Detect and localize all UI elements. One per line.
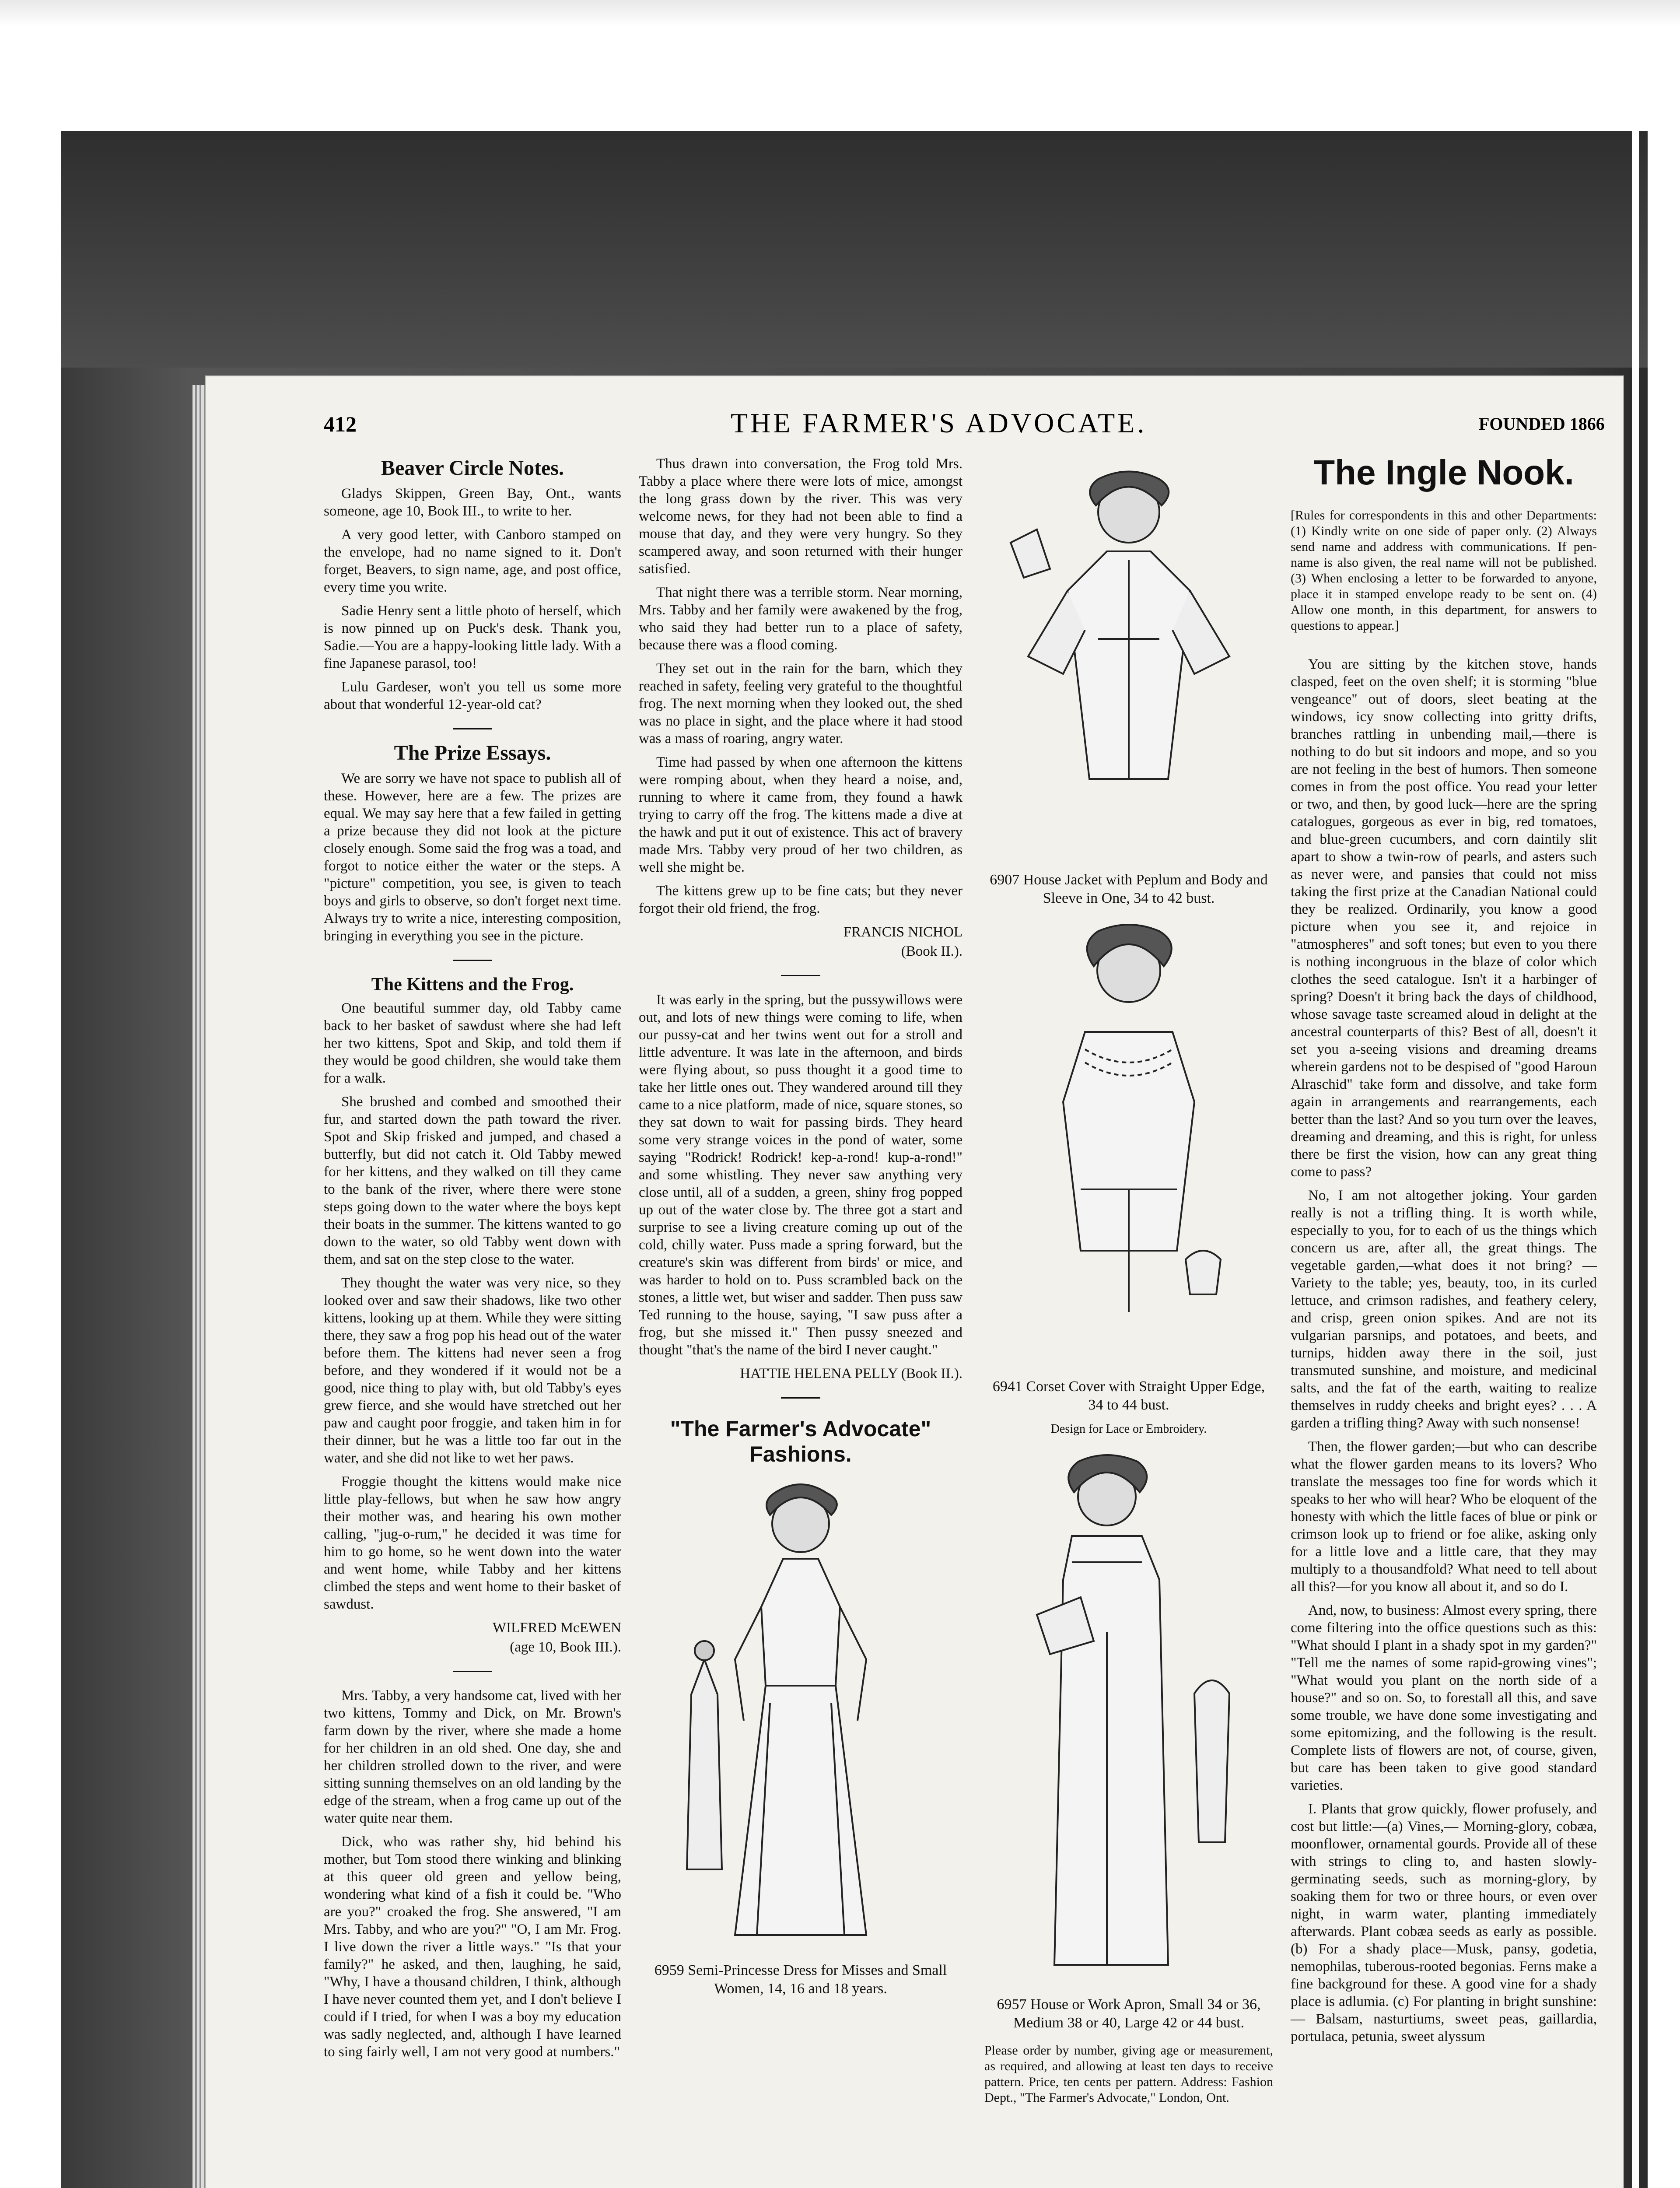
paragraph: I. Plants that grow quickly, flower profusely, and cost but little:—(a) Vines,— Morning-glory, cobæa, moonflower, ornamental gourds. Provide all of these with strings to cling to, and hasten slowly-germinating seeds, such as morning-glory, by soaking them for two or three hours, or even over night, in warm water, planting immediately afterwards. Plant cobæa seeds as early as possible. (b) For a shady place—Musk, pansy, godetia, nemophilas, tuberous-rooted begonias. Ferns make a fine background for these. A good vine for a shady place is adlumia. (c) For planting in bright sunshine:— Balsam, nasturtiums, sweet peas, gaillardia, portulaca, petunia, sweet alyssum <box>1291 1801 1597 2044</box>
corset-cover-illustration <box>984 918 1273 1373</box>
paragraph: They thought the water was very nice, so they looked over and saw their shadows, like two other kittens, looking up at them. While they were sitting there, they saw a frog pop his head out of the water before them. The kittens had never seen a frog before, and they wondered if it would not be a good, nice thing to play with, but old Tabby's eyes grew fierce, and she would have stretched out her paw and caught poor froggie, and taken him in for their dinner, but he was a little too far out in the water, and she did not like to wet her paws. <box>324 1275 621 1466</box>
fashion-caption: 6959 Semi-Princesse Dress for Misses and Small Women, 14, 16 and 18 years. <box>654 1962 947 1997</box>
fashions-heading: "The Farmer's Advocate" Fashions. <box>670 1417 931 1466</box>
running-head <box>206 376 1623 438</box>
house-jacket-illustration <box>984 464 1273 866</box>
paragraph: Time had passed by when one afternoon the kittens were romping about, when they heard a noise, and, running to where it came from, they found a hawk trying to carry off the frog. The kittens made a dive at the hawk and put it out of existence. This act of bravery made Mrs. Tabby very proud of her two children, as well she might be. <box>639 754 962 875</box>
column-1 <box>324 455 621 2067</box>
paragraph: You are sitting by the kitchen stove, hands clasped, feet on the oven shelf; it is storming "blue vengeance" out of doors, sleet beating at the windows, icy snow collecting into gritty drifts, branches rattling in unbending mail,—there is nothing to do but sit indoors and mope, and so you are not feeling in the best of humors. Then someone comes in from the post office. You read your letter or two, and then, by good luck—here are the spring catalogues, gorgeous as ever in big, red tomatoes, and blue-green cucumbers, and corn daintily slit apart to show a twin-row of pearls, and asters such as never were, and pansies that could not miss taking the first prize at the Canadian National could they be realized. Ordinarily, you know a good picture when you see it, and rejoice in "atmospheres" and soft tones; but even to you there is nothing incongruous in the blaze of color which clothes the seed catalogue. Isn't it a harbinger of spring? Doesn't it bring back the days of childhood, whose savage taste screamed aloud in delight at the ancestral counterparts of this? Best of all, doesn't it set you a-seeing visions and dreaming dreams wherein gardens not to be despised of "good Haroun Alraschid" take form and dissolve, and take form again in arrangements and rearrangements, each better than the last? And so you turn over the leaves, dreaming and dreaming, and this is right, for unless there be first the vision, how can any great thing come to pass? <box>1291 656 1597 1180</box>
paragraph: A very good letter, with Canboro stamped on the envelope, had no name signed to it. Don't forget, Beavers, to sign name, age, and post office, every time you write. <box>324 527 621 595</box>
kittens-heading: The Kittens and the Frog. <box>371 975 574 995</box>
paragraph: Froggie thought the kittens would make nice little play-fellows, but when he saw how angry their mother was, and hearing his own mother calling, "jug-o-rum," he decided it was time for him to go home, so he went down into the water and went home, while Tabby and her kittens climbed the steps and went home to their basket of sawdust. <box>324 1474 621 1612</box>
essay-signature: WILFRED McEWEN <box>492 1620 621 1636</box>
paragraph: That night there was a terrible storm. Near morning, Mrs. Tabby and her family were awakened by the frog, who said they had better run to a place of safety, because there was a flood coming. <box>639 585 962 653</box>
paragraph: Gladys Skippen, Green Bay, Ont., wants someone, age 10, Book III., to write to her. <box>324 486 621 519</box>
paragraph: It was early in the spring, but the pussywillows were out, and lots of new things were coming to life, when our pussy-cat and her twins went out for a stroll and little adventure. It was late in the afternoon, and birds were flying about, so puss thought it a good time to take her little ones out. They wandered around till they came to a nice platform, made of nice, square stones, so they sat down to wait for passing birds. They heard some very strange voices in the pond of water, some saying "Rodrick! Rodrick! kep-a-rond! kup-a-rond!" and some whistling. They never saw anything very close until, all of a sudden, a green, shiny frog popped up out of the water close by. The three got a start and surprise to see a living creature coming up out of the cold, chilly water. Puss made a spring forward, but the creature's skin was different from birds' or mice, and was harder to hold on to. Puss scrambled back on the stones, a little wet, but wiser and sadder. Then puss saw Ted running to the house, saying, "I saw puss after a frog, but she missed it." Then pussy sneezed and thought "that's the name of the bird I never caught." <box>639 992 962 1358</box>
paragraph: Sadie Henry sent a little photo of herself, which is now pinned up on Puck's desk. Thank you, Sadie.—You are a happy-looking little lady. With a fine Japanese parasol, too! <box>324 603 621 671</box>
paragraph: Mrs. Tabby, a very handsome cat, lived with her two kittens, Tommy and Dick, on Mr. Brown's farm down by the river, where she made a home for her children in an old shed. One day, she and her children strolled down to the river, and were sitting sunning themselves on an old landing by the edge of the stream, when a frog came up out of the water quite near them. <box>324 1688 621 1826</box>
ingle-nook-heading: The Ingle Nook. <box>1313 453 1574 492</box>
paragraph: They set out in the rain for the barn, which they reached in safety, feeling very grateful to the thoughtful frog. The next morning when they looked out, the shed was no place in sight, and the place where it had stood was a mass of roaring, angry water. <box>639 661 962 747</box>
house-jacket-drawing <box>984 464 1273 866</box>
paragraph: She brushed and combed and smoothed their fur, and started down the path toward the river. Spot and Skip frisked and jumped, and chased a butterfly, but did not catch it. Old Tabby mewed for her kittens, and they walked on till they came to the bank of the river, where there were stone steps going down to the water where the boys kept their boats in the summer. The kittens wanted to go down to the water, so old Tabby went down with them, and sat on the step close to the water. <box>324 1094 621 1267</box>
column-3 <box>984 455 1273 2106</box>
essay-signature: FRANCIS NICHOL <box>843 924 962 940</box>
essay-signature: HATTIE HELENA PELLY (Book II.). <box>740 1366 962 1382</box>
corset-cover-drawing <box>984 918 1273 1373</box>
paragraph: Lulu Gardeser, won't you tell us some more about that wonderful 12-year-old cat? <box>324 679 621 712</box>
correspondent-rules: [Rules for correspondents in this and other Departments: (1) Kindly write on one side of paper only. (2) Always send name and address with communications. If pen-name is also given, the real name will not be published. (3) When enclosing a letter to be forwarded to anyone, place it in stamped envelope ready to be sent on. (4) Allow one month, in this department, for answers to questions to appear.] <box>1291 508 1597 633</box>
paragraph: And, now, to business: Almost every spring, there come filtering into the office questions such as this: "What should I plant in a shady spot in my garden?" "Tell me the names of some rapid-growing vines"; "What would you plant on the north side of a house?" and so on. So, to forestall all this, and save some trouble, we have done some investigating and some epitomizing, and the following is the result. Complete lists of flowers are not, of course, given, but care has been taken to give good standard varieties. <box>1291 1602 1597 1793</box>
essay-signature-note: (Book II.). <box>901 943 962 959</box>
divider <box>453 728 492 729</box>
founded-note: FOUNDED 1866 <box>1479 414 1605 434</box>
paragraph: Then, the flower garden;—but who can describe what the flower garden means to its lovers? Who translate the messages too fine for words which it speaks to her who will hear? Who be eloquent of the honesty with which the little faces of blue or pink or crimson look up to friend or foe alike, asking only for a little love and a little care, that they may multiply to a thousandfold? What need to tell about all this?—for you know all about it, and so do I. <box>1291 1439 1597 1595</box>
column-2 <box>639 455 962 2009</box>
order-note: Please order by number, giving age or measurement, as required, and allowing at least ten days to receive pattern. Price, ten cents per pattern. Address: Fashion Dept., "The Farmer's Advocate," London, Ont. <box>984 2043 1273 2105</box>
newspaper-page <box>206 376 1623 2188</box>
beaver-circle-heading: Beaver Circle Notes. <box>381 456 564 480</box>
paragraph: The kittens grew up to be fine cats; but they never forgot their old friend, the frog. <box>639 883 962 916</box>
prize-essays-heading: The Prize Essays. <box>394 741 551 764</box>
paragraph: We are sorry we have not space to publish all of these. However, here are a few. The prizes are equal. We may say here that a few failed in getting a prize because they did not look at the picture closely enough. Some said the frog was a toad, and forgot to notice either the water or the steps. A "picture" competition, you see, is given to teach boys and girls to observe, so don't forget next time. Always try to write a nice, interesting composition, bringing in everything you see in the picture. <box>324 771 621 944</box>
scanner-edge <box>0 0 1680 26</box>
dress-drawing <box>639 1476 962 1957</box>
shadow-strip <box>61 131 1649 368</box>
fashion-caption: 6907 House Jacket with Peplum and Body and Sleeve in One, 34 to 42 bust. <box>990 872 1268 906</box>
paragraph: No, I am not altogether joking. Your garden really is not a trifling thing. It is worth while, especially to you, for to each of us the things which concern us are, after all, the great things. The vegetable garden,—what does it not bring? —Variety to the table; yes, beauty, too, in its curled lettuce, and crimson radishes, and feathery celery, and crisp, green onion spikes. And are not its vulgarian parsnips, and potatoes, and beets, and turnips, hidden away there in the soil, just transmuted sunshine, and moisture, and medicinal salts, and the fat of the earth, waiting to realize themselves in ruddy cheeks and bright eyes? . . . A garden a trifling thing? Away with such nonsense! <box>1291 1188 1597 1431</box>
divider <box>781 975 820 976</box>
divider <box>453 1671 492 1672</box>
divider <box>781 1397 820 1399</box>
fashion-caption: 6941 Corset Cover with Straight Upper Edge, 34 to 44 bust. <box>992 1378 1265 1413</box>
column-4 <box>1291 455 1597 2051</box>
apron-illustration <box>984 1448 1273 1991</box>
paragraph: Thus drawn into conversation, the Frog told Mrs. Tabby a place where there were lots of mice, amongst the long grass down by the river. This was very welcome news, for they had not been able to find a mouse that day, and they were very hungry. So they scampered away, and soon returned with their hunger satisfied. <box>639 456 962 577</box>
essay-signature-note: (age 10, Book III.). <box>510 1639 621 1655</box>
design-note: Design for Lace or Embroidery. <box>1050 1422 1207 1436</box>
paragraph: One beautiful summer day, old Tabby came back to her basket of sawdust where she had left her two kittens, Spot and Skip, and told them if they would be good children, she would take them for a walk. <box>324 1000 621 1086</box>
binding-bars <box>1632 131 1667 2188</box>
divider <box>453 960 492 961</box>
dress-illustration <box>639 1476 962 1957</box>
page-number: 412 <box>324 412 357 436</box>
paragraph: Dick, who was rather shy, hid behind his mother, but Tom stood there winking and blinking at this queer old green and yellow being, wondering what kind of a fish it could be. "Who are you?" croaked the frog. She answered, "I am Mrs. Tabby, and who are you?" "O, I am Mr. Frog. I live down the river a little ways." "Is that your family?" he asked, and then, laughing, he said, "Why, I have a thousand children, I think, although I have never counted them yet, and I don't believe I could if I tried, for when I was a boy my education was sadly neglected, and, although I have learned to sing fairly well, I am not very good at numbers." <box>324 1834 621 2060</box>
apron-drawing <box>984 1448 1273 1991</box>
masthead: THE FARMER'S ADVOCATE. <box>731 407 1147 438</box>
fashion-caption: 6957 House or Work Apron, Small 34 or 36, Medium 38 or 40, Large 42 or 44 bust. <box>997 1996 1261 2031</box>
